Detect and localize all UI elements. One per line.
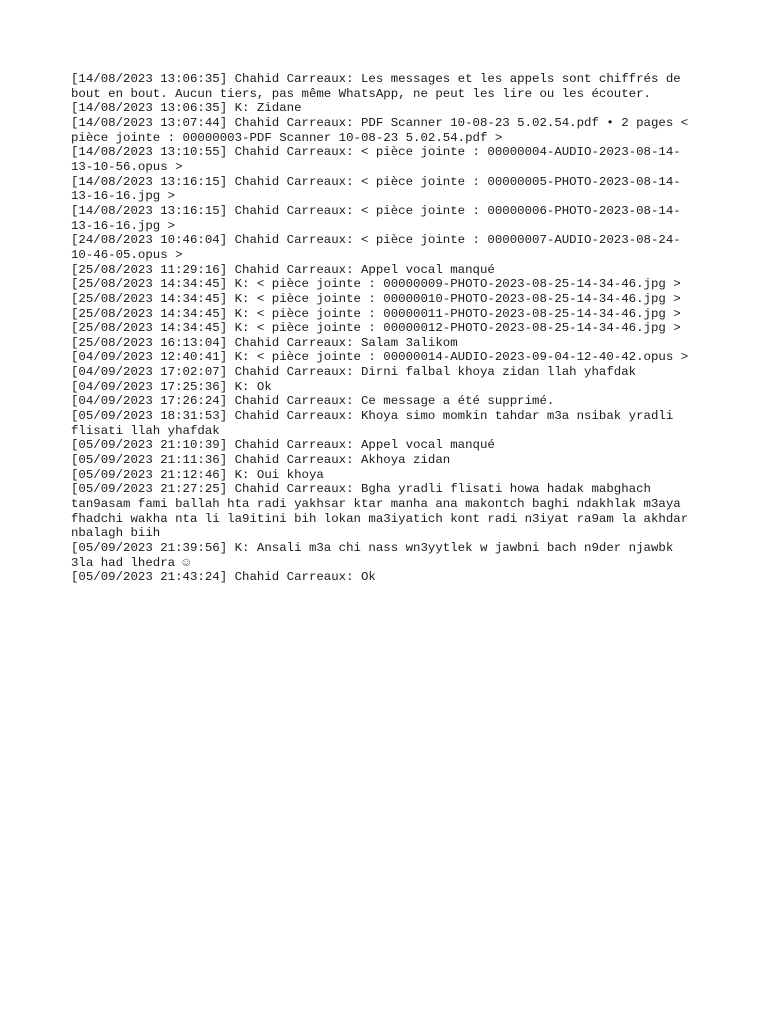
message-line: [25/08/2023 14:34:45] K: < pièce jointe : 00000012-PHOTO-2023-08-25-14-34-46.jpg >	[71, 321, 681, 336]
message-line: [05/09/2023 18:31:53] Chahid Carreaux: Khoya simo momkin tahdar m3a nsibak yradli flisati llah yhafdak	[71, 409, 674, 438]
message-line: [14/08/2023 13:06:35] Chahid Carreaux: Les messages et les appels sont chiffrés de bout en bout. Aucun tiers, pas même WhatsApp, ne peut les lire ou les écouter.	[71, 72, 681, 101]
message-line: [04/09/2023 12:40:41] K: < pièce jointe : 00000014-AUDIO-2023-09-04-12-40-42.opus >	[71, 350, 689, 365]
message-line: [14/08/2023 13:16:15] Chahid Carreaux: < pièce jointe : 00000005-PHOTO-2023-08-14- 13-16-16.jpg >	[71, 174, 681, 204]
message-line: [25/08/2023 14:34:45] K: < pièce jointe : 00000009-PHOTO-2023-08-25-14-34-46.jpg >	[71, 277, 681, 292]
message-line: [04/09/2023 17:02:07] Chahid Carreaux: Dirni falbal khoya zidan llah yhafdak	[71, 365, 637, 380]
message-line: [05/09/2023 21:39:56] K: Ansali m3a chi nass wn3yytlek w jawbni bach n9der njawbk 3la had lhedra ☺	[71, 541, 674, 570]
message-line: [05/09/2023 21:27:25] Chahid Carreaux: Bgha yradli flisati howa hadak mabghach tan9asam fami ballah hta radi yakhsar ktar manha ana makontch baghi ndakhlak m3aya fhadchi wakha nta li la9itini bih lokan ma3iyatich kont radi n3iyat ra9am la akhdar nbalagh biih	[71, 482, 689, 541]
message-line: [25/08/2023 14:34:45] K: < pièce jointe : 00000011-PHOTO-2023-08-25-14-34-46.jpg >	[71, 306, 681, 321]
message-line: [24/08/2023 10:46:04] Chahid Carreaux: < pièce jointe : 00000007-AUDIO-2023-08-24- 10-46-05.opus >	[71, 233, 681, 262]
message-line: [05/09/2023 21:12:46] K: Oui khoya	[71, 467, 324, 482]
message-line: [25/08/2023 14:34:45] K: < pièce jointe : 00000010-PHOTO-2023-08-25-14-34-46.jpg >	[71, 291, 681, 306]
message-line: [04/09/2023 17:25:36] K: Ok	[71, 379, 272, 394]
message-line: [14/08/2023 13:16:15] Chahid Carreaux: < pièce jointe : 00000006-PHOTO-2023-08-14- 13-16-16.jpg >	[71, 203, 681, 233]
message-line: [14/08/2023 13:07:44] Chahid Carreaux: PDF Scanner 10-08-23 5.02.54.pdf • 2 pages < pièce jointe : 00000003-PDF Scanner 10-08-23 5.02.54.pdf >	[71, 115, 689, 145]
message-line: [25/08/2023 16:13:04] Chahid Carreaux: Salam 3alikom	[71, 335, 458, 350]
message-line: [25/08/2023 11:29:16] Chahid Carreaux: Appel vocal manqué	[71, 262, 495, 277]
chat-export-document	[71, 72, 701, 585]
message-line: [14/08/2023 13:06:35] K: Zidane	[71, 101, 302, 116]
message-line: [14/08/2023 13:10:55] Chahid Carreaux: < pièce jointe : 00000004-AUDIO-2023-08-14- 13-10-56.opus >	[71, 145, 681, 174]
message-line: [05/09/2023 21:11:36] Chahid Carreaux: Akhoya zidan	[71, 453, 451, 468]
message-line: [04/09/2023 17:26:24] Chahid Carreaux: Ce message a été supprimé.	[71, 394, 555, 409]
message-line: [05/09/2023 21:43:24] Chahid Carreaux: Ok	[71, 570, 376, 585]
message-line: [05/09/2023 21:10:39] Chahid Carreaux: Appel vocal manqué	[71, 438, 495, 453]
